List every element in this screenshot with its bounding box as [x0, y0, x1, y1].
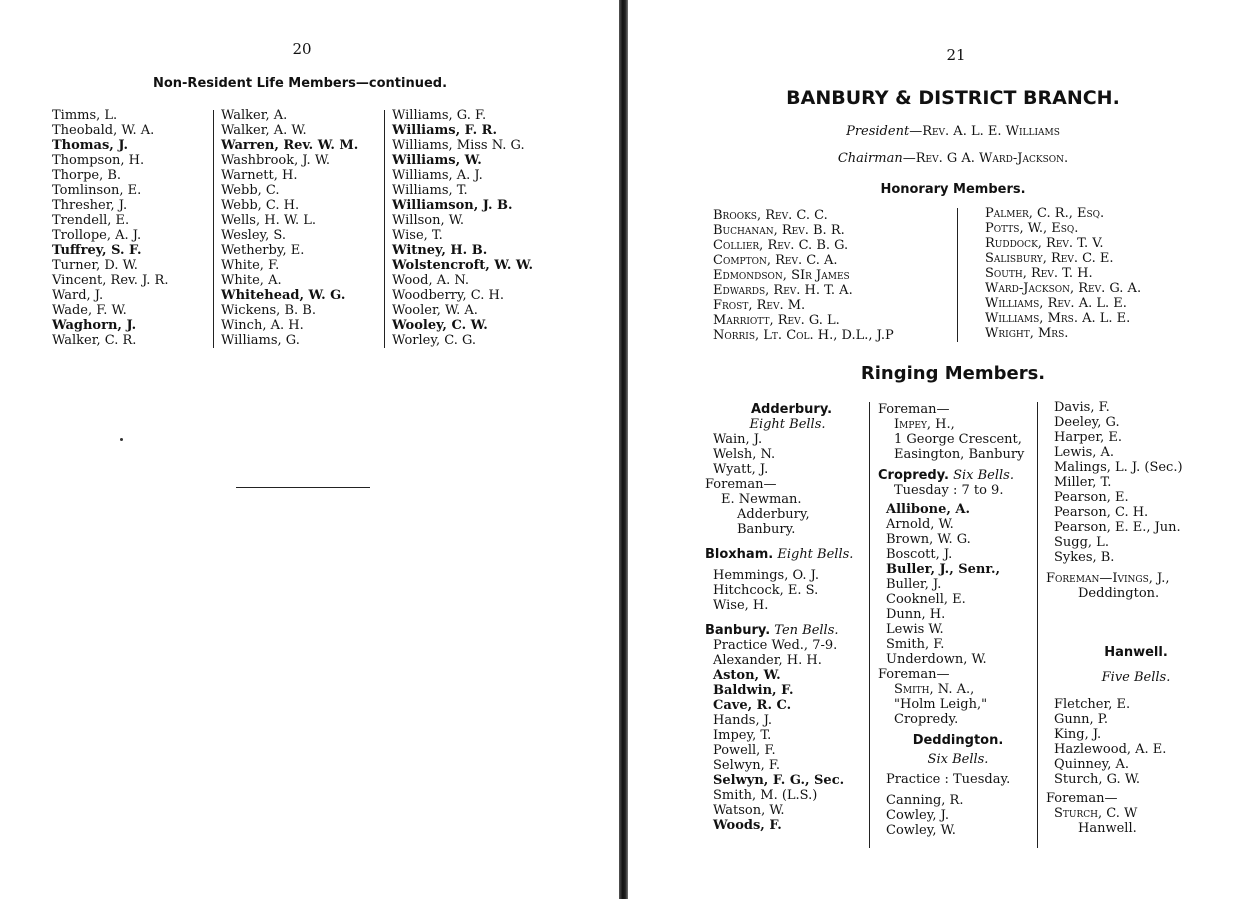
- foreman-line: Hanwell.: [1078, 821, 1137, 836]
- ringing-column-2: [878, 402, 1038, 838]
- foreman-line: Adderbury,: [737, 507, 810, 522]
- members-deddington-cont: [1046, 400, 1226, 565]
- honorary-heading: Honorary Members.: [880, 182, 1026, 197]
- member-name: Wooler, W. A.: [392, 303, 478, 318]
- practice-deddington: Practice : Tuesday.: [886, 772, 1011, 787]
- member-name: Cowley, W.: [886, 823, 956, 838]
- tower-name-hanwell: Hanwell.: [1104, 645, 1168, 660]
- honorary-column-2: [985, 206, 1141, 341]
- member-name: Deeley, G.: [1054, 415, 1120, 430]
- member-name: Williams, G.: [221, 333, 300, 348]
- members-banbury: [705, 653, 870, 833]
- member-name: Hitchcock, E. S.: [713, 583, 819, 598]
- page-number: 21: [946, 46, 966, 64]
- member-name: Tomlinson, E.: [52, 183, 142, 198]
- bells-bloxham: Eight Bells.: [777, 547, 854, 562]
- member-name: Walker, A. W.: [221, 123, 307, 138]
- honorary-member: Ward-Jackson, Rev. G. A.: [985, 281, 1142, 296]
- honorary-member: Buchanan, Rev. B. R.: [713, 223, 845, 238]
- member-name: Wyatt, J.: [713, 462, 769, 477]
- member-name: Wood, A. N.: [392, 273, 470, 288]
- member-name: Williams, F. R.: [392, 123, 497, 138]
- member-name: Timms, L.: [52, 108, 118, 123]
- member-name: Williamson, J. B.: [392, 198, 513, 213]
- practice-banbury: Practice Wed., 7-9.: [713, 638, 838, 653]
- member-name: Buller, J., Senr.,: [886, 562, 1001, 577]
- foreman-label: Foreman—: [878, 667, 950, 682]
- foreman-label: Foreman—: [1046, 791, 1118, 806]
- column-divider: [957, 208, 958, 342]
- page-number: 20: [292, 40, 312, 58]
- president-line: [688, 124, 1218, 139]
- member-name: Warren, Rev. W. M.: [221, 138, 359, 153]
- member-name: Buller, J.: [886, 577, 942, 592]
- member-name: Wooley, C. W.: [392, 318, 488, 333]
- member-name: Williams, Miss N. G.: [392, 138, 525, 153]
- foreman-banbury: [878, 417, 1038, 462]
- member-name: Williams, G. F.: [392, 108, 487, 123]
- member-name: Miller, T.: [1054, 475, 1112, 490]
- member-name: Smith, F.: [886, 637, 945, 652]
- member-name: King, J.: [1054, 727, 1102, 742]
- honorary-member: Williams, Rev. A. L. E.: [985, 296, 1127, 311]
- member-name: Boscott, J.: [886, 547, 953, 562]
- member-name: Brown, W. G.: [886, 532, 971, 547]
- member-name: Ward, J.: [52, 288, 104, 303]
- member-name: Woodberry, C. H.: [392, 288, 504, 303]
- honorary-member: Compton, Rev. C. A.: [713, 253, 838, 268]
- honorary-member: Edwards, Rev. H. T. A.: [713, 283, 853, 298]
- member-name: Winch, A. H.: [221, 318, 304, 333]
- branch-title: BANBURY & DISTRICT BRANCH.: [786, 87, 1120, 109]
- member-name: Wells, H. W. L.: [221, 213, 316, 228]
- member-name: Canning, R.: [886, 793, 964, 808]
- member-name: Webb, C.: [221, 183, 280, 198]
- bells-hanwell: Five Bells.: [1101, 670, 1171, 685]
- members-adderbury: [705, 432, 870, 477]
- member-name: Wain, J.: [713, 432, 763, 447]
- member-name: Selwyn, F. G., Sec.: [713, 773, 845, 788]
- member-name: Pearson, E. E., Jun.: [1054, 520, 1181, 535]
- member-name: Watson, W.: [713, 803, 785, 818]
- member-name: Selwyn, F.: [713, 758, 780, 773]
- ringing-heading: Ringing Members.: [860, 363, 1046, 384]
- member-name: Lewis, A.: [1054, 445, 1115, 460]
- member-name: Hands, J.: [713, 713, 773, 728]
- end-rule: [236, 487, 370, 488]
- member-name: Smith, M. (L.S.): [713, 788, 818, 803]
- member-name: Trollope, A. J.: [52, 228, 142, 243]
- chairman-value: —Rev. G A. Ward-Jackson.: [902, 151, 1069, 166]
- bells-banbury: Ten Bells.: [774, 623, 839, 638]
- members-bloxham: [705, 568, 870, 613]
- column-divider: [213, 110, 214, 348]
- left-page: [0, 0, 620, 899]
- honorary-member: Potts, W., Esq.: [985, 221, 1079, 236]
- member-name: Gunn, P.: [1054, 712, 1109, 727]
- foreman-hanwell: [1046, 806, 1226, 836]
- tower-name-cropredy: Cropredy.: [878, 468, 949, 483]
- member-name: Wetherby, E.: [221, 243, 305, 258]
- tower-line-bloxham: [705, 547, 870, 562]
- member-name: Lewis W.: [886, 622, 944, 637]
- foreman-line: Cropredy.: [894, 712, 959, 727]
- bells-cropredy: Six Bells.: [953, 468, 1014, 483]
- member-name: Tuffrey, S. F.: [52, 243, 142, 258]
- member-name: Witney, H. B.: [392, 243, 488, 258]
- foreman-label: Foreman—: [878, 402, 950, 417]
- honorary-member: Marriott, Rev. G. L.: [713, 313, 840, 328]
- honorary-member: Brooks, Rev. C. C.: [713, 208, 828, 223]
- member-name: Powell, F.: [713, 743, 776, 758]
- member-name: Williams, A. J.: [392, 168, 483, 183]
- member-name: Thorpe, B.: [52, 168, 122, 183]
- member-column-1: [52, 108, 168, 348]
- member-name: Worley, C. G.: [392, 333, 477, 348]
- tower-line-cropredy: [878, 468, 1038, 483]
- member-name: Sturch, G. W.: [1054, 772, 1141, 787]
- president-value: —Rev. A. L. E. Williams: [909, 124, 1060, 139]
- member-name: Sugg, L.: [1054, 535, 1109, 550]
- honorary-member: Palmer, C. R., Esq.: [985, 206, 1105, 221]
- column-divider: [869, 402, 870, 848]
- foreman-line: Banbury.: [737, 522, 796, 537]
- member-name: Wickens, B. B.: [221, 303, 316, 318]
- ringing-column-3: [1046, 400, 1226, 836]
- bells-adderbury: Eight Bells.: [749, 417, 826, 432]
- member-name: Whitehead, W. G.: [221, 288, 346, 303]
- foreman-label: Foreman—: [705, 477, 777, 492]
- member-name: Webb, C. H.: [221, 198, 300, 213]
- honorary-member: Edmondson, SIr James: [713, 268, 850, 283]
- member-name: Walker, C. R.: [52, 333, 137, 348]
- member-name: Washbrook, J. W.: [221, 153, 331, 168]
- member-name: Hemmings, O. J.: [713, 568, 819, 583]
- chairman-label: Chairman: [837, 151, 903, 166]
- member-name: Baldwin, F.: [713, 683, 794, 698]
- member-name: Malings, L. J. (Sec.): [1054, 460, 1183, 475]
- member-name: Fletcher, E.: [1054, 697, 1131, 712]
- honorary-member: Collier, Rev. C. B. G.: [713, 238, 849, 253]
- foreman-cropredy: [878, 682, 1038, 727]
- member-name: Williams, W.: [392, 153, 482, 168]
- member-name: Thomas, J.: [52, 138, 129, 153]
- member-name: Pearson, C. H.: [1054, 505, 1149, 520]
- foreman-deddington-place: Deddington.: [1078, 586, 1160, 601]
- honorary-member: Williams, Mrs. A. L. E.: [985, 311, 1131, 326]
- member-name: Wise, T.: [392, 228, 443, 243]
- member-name: Welsh, N.: [713, 447, 776, 462]
- member-name: Cave, R. C.: [713, 698, 792, 713]
- member-name: Underdown, W.: [886, 652, 987, 667]
- foreman-line: E. Newman.: [721, 492, 802, 507]
- section-heading: Non-Resident Life Members—continued.: [152, 76, 448, 91]
- member-name: Waghorn, J.: [52, 318, 137, 333]
- member-name: Allibone, A.: [886, 502, 971, 517]
- members-deddington: [878, 793, 1038, 838]
- honorary-member: Ruddock, Rev. T. V.: [985, 236, 1104, 251]
- foreman-deddington: Foreman—Ivings, J.,: [1046, 571, 1170, 586]
- member-column-3: [392, 108, 533, 348]
- honorary-member: Salisbury, Rev. C. E.: [985, 251, 1114, 266]
- member-name: Vincent, Rev. J. R.: [52, 273, 169, 288]
- member-name: Wesley, S.: [221, 228, 286, 243]
- foreman-line: Easington, Banbury: [894, 447, 1025, 462]
- foreman-deddington-line: [1046, 571, 1226, 586]
- member-name: Wolstencroft, W. W.: [392, 258, 534, 273]
- member-name: White, A.: [221, 273, 282, 288]
- ink-speck: [120, 438, 123, 441]
- foreman-line: Sturch, C. W: [1054, 806, 1138, 821]
- tower-name-bloxham: Bloxham.: [705, 547, 774, 562]
- member-name: Quinney, A.: [1054, 757, 1130, 772]
- member-name: Williams, T.: [392, 183, 468, 198]
- column-divider: [384, 110, 385, 348]
- honorary-member: South, Rev. T. H.: [985, 266, 1093, 281]
- book-gutter: [619, 0, 628, 899]
- honorary-member: Frost, Rev. M.: [713, 298, 806, 313]
- member-name: Impey, T.: [713, 728, 772, 743]
- member-name: Theobald, W. A.: [52, 123, 155, 138]
- member-name: Warnett, H.: [221, 168, 298, 183]
- tower-name-banbury: Banbury.: [705, 623, 771, 638]
- member-name: Walker, A.: [221, 108, 288, 123]
- member-name: Davis, F.: [1054, 400, 1110, 415]
- member-name: Arnold, W.: [886, 517, 954, 532]
- member-name: Wade, F. W.: [52, 303, 127, 318]
- member-name: Thresher, J.: [52, 198, 128, 213]
- member-name: Willson, W.: [392, 213, 464, 228]
- members-cropredy: [878, 502, 1038, 667]
- bells-deddington: Six Bells.: [927, 752, 989, 767]
- member-name: Cowley, J.: [886, 808, 949, 823]
- member-name: Dunn, H.: [886, 607, 946, 622]
- member-name: Cooknell, E.: [886, 592, 966, 607]
- member-name: Thompson, H.: [52, 153, 145, 168]
- president-label: President: [846, 124, 910, 139]
- honorary-column-1: [713, 208, 894, 343]
- foreman-line: 1 George Crescent,: [894, 432, 1022, 447]
- member-name: White, F.: [221, 258, 280, 273]
- member-name: Trendell, E.: [52, 213, 130, 228]
- member-name: Pearson, E.: [1054, 490, 1129, 505]
- tower-name-adderbury: Adderbury.: [750, 402, 833, 417]
- members-hanwell: [1046, 697, 1226, 787]
- member-name: Hazlewood, A. E.: [1054, 742, 1167, 757]
- column-divider: [1037, 402, 1038, 848]
- member-name: Woods, F.: [713, 818, 782, 833]
- foreman-line: "Holm Leigh,": [894, 697, 988, 712]
- member-name: Harper, E.: [1054, 430, 1122, 445]
- foreman-line: Impey, H.,: [894, 417, 955, 432]
- right-page: [628, 0, 1250, 899]
- member-name: Wise, H.: [713, 598, 769, 613]
- foreman-line: Smith, N. A.,: [894, 682, 975, 697]
- foreman-adderbury: [705, 492, 870, 537]
- member-name: Alexander, H. H.: [713, 653, 822, 668]
- chairman-line: [688, 151, 1218, 166]
- member-column-2: [221, 108, 358, 348]
- practice-cropredy: Tuesday : 7 to 9.: [894, 483, 1004, 498]
- tower-line-banbury: [705, 623, 870, 638]
- ringing-column-1: [705, 402, 870, 833]
- member-name: Sykes, B.: [1054, 550, 1115, 565]
- honorary-member: Wright, Mrs.: [985, 326, 1069, 341]
- honorary-member: Norris, Lt. Col. H., D.L., J.P: [713, 328, 894, 343]
- tower-name-deddington: Deddington.: [912, 733, 1004, 748]
- member-name: Aston, W.: [713, 668, 781, 683]
- member-name: Turner, D. W.: [52, 258, 138, 273]
